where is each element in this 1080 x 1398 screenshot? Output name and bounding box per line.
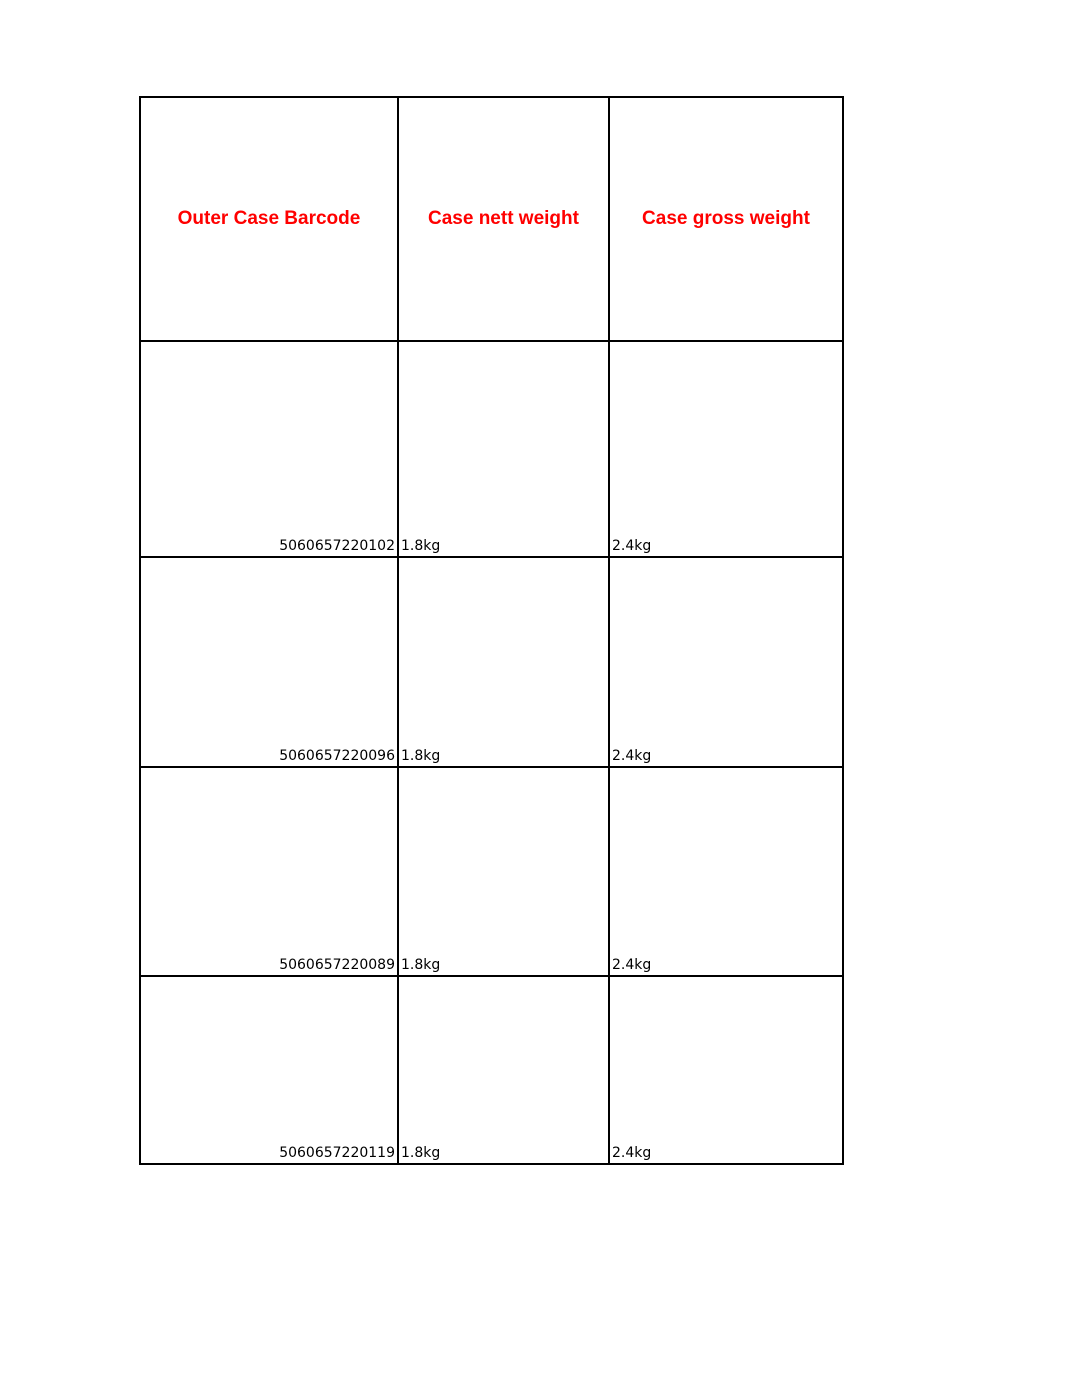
barcode-cell: 5060657220119 (140, 976, 398, 1164)
nett-weight-cell: 1.8kg (398, 557, 609, 767)
gross-weight-cell: 2.4kg (609, 341, 843, 557)
gross-weight-cell: 2.4kg (609, 767, 843, 976)
header-row (140, 97, 843, 341)
table-row (140, 341, 843, 557)
table-row (140, 976, 843, 1164)
barcode-cell: 5060657220089 (140, 767, 398, 976)
table-row (140, 557, 843, 767)
product-case-table (139, 96, 844, 1165)
header-outer-case-barcode: Outer Case Barcode (140, 97, 398, 341)
header-case-gross-weight: Case gross weight (609, 97, 843, 341)
nett-weight-cell: 1.8kg (398, 341, 609, 557)
gross-weight-cell: 2.4kg (609, 557, 843, 767)
barcode-cell: 5060657220096 (140, 557, 398, 767)
nett-weight-cell: 1.8kg (398, 976, 609, 1164)
barcode-cell: 5060657220102 (140, 341, 398, 557)
gross-weight-cell: 2.4kg (609, 976, 843, 1164)
table-row (140, 767, 843, 976)
header-case-nett-weight: Case nett weight (398, 97, 609, 341)
nett-weight-cell: 1.8kg (398, 767, 609, 976)
